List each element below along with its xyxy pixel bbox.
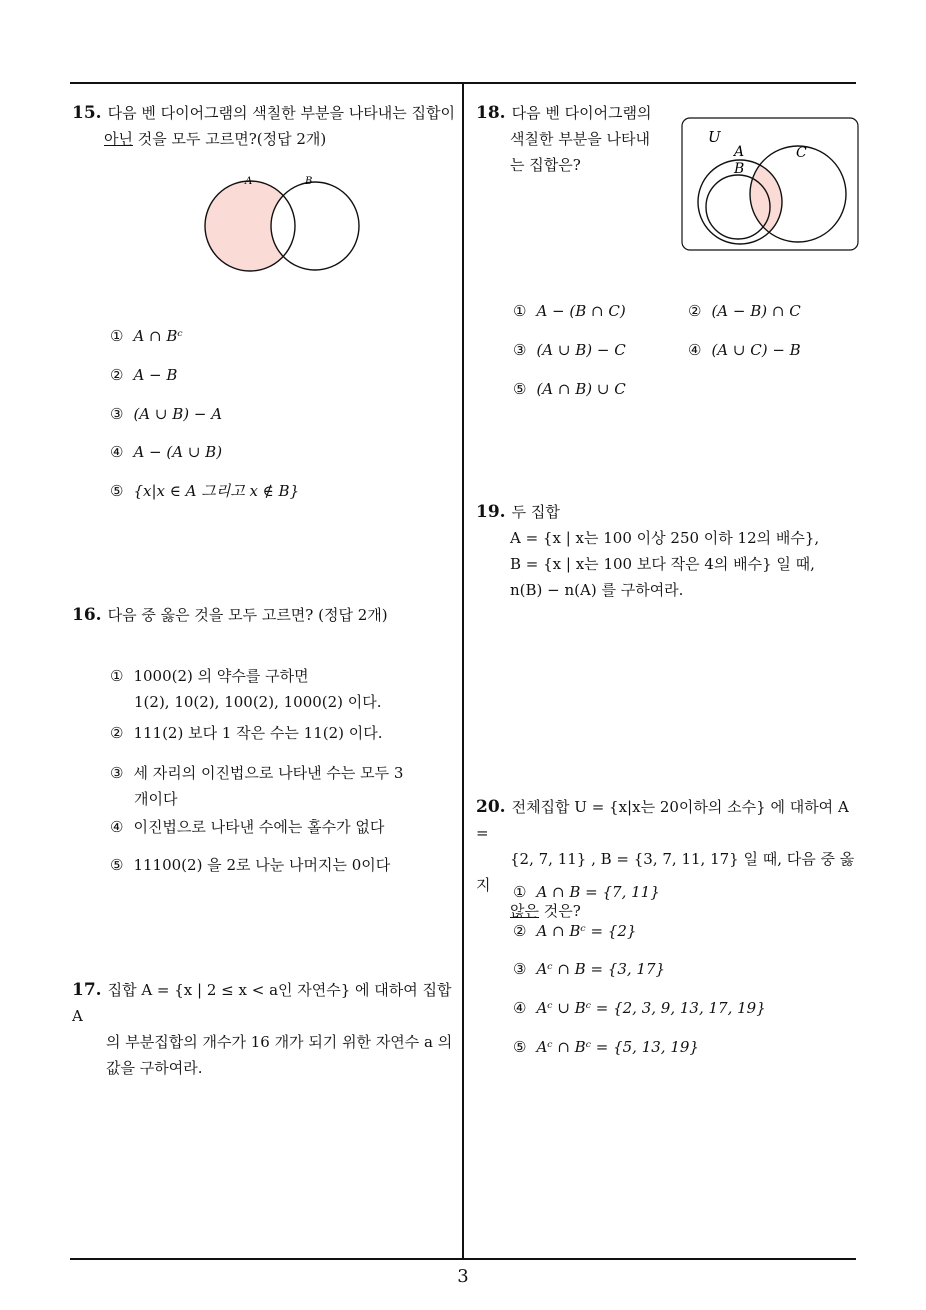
option-5[interactable]: ⑤ (A ∩ B) ∪ C (513, 380, 626, 398)
option-2[interactable]: ② A ∩ Bᶜ = {2} (513, 922, 637, 940)
question-text: 전체집합 U = {x|x는 20이하의 소수} 에 대하여 A = (476, 798, 849, 842)
option-4[interactable]: ④ Aᶜ ∪ Bᶜ = {2, 3, 9, 13, 17, 19} (513, 999, 766, 1017)
option-1[interactable]: ① A ∩ B = {7, 11} (513, 883, 660, 901)
venn-label-a: A (734, 144, 745, 160)
column-divider (462, 82, 464, 1259)
option-5[interactable]: ⑤ 11100(2) 을 2로 나눈 나머지는 0이다 (110, 856, 391, 874)
option-3[interactable]: ③ Aᶜ ∩ B = {3, 17} (513, 960, 666, 978)
question-text: 다음 중 옳은 것을 모두 고르면? (정답 2개) (107, 606, 388, 624)
option-1[interactable]: ① 1000(2) 의 약수를 구하면 1(2), 10(2), 100(2), 1000(2) 이다. (110, 667, 382, 711)
venn-diagram-15 (195, 172, 365, 276)
option-4[interactable]: ④ (A ∪ C) − B (688, 341, 801, 359)
question-text: 것을 모두 고르면?(정답 2개) (132, 130, 327, 148)
question-17: 17. 집합 A = {x | 2 ≤ x < a인 자연수} 에 대하여 집합 A 의 부분집합의 개수가 16 개가 되기 위한 자연수 a 의 값을 구하여라. (72, 980, 453, 1077)
question-number: 16. (72, 605, 102, 625)
question-19: 19. 두 집합 A = {x | x는 100 이상 250 이하 12의 배수}, B = {x | x는 100 보다 작은 4의 배수} 일 때, n(B) − n(A) 를 구하여라. (476, 502, 820, 599)
option-4[interactable]: ④ 이진법으로 나타낸 수에는 홀수가 없다 (110, 818, 385, 836)
venn-diagram-18 (680, 112, 860, 254)
option-4[interactable]: ④ A − (A ∪ B) (110, 443, 223, 461)
question-18: 18. 다음 벤 다이어그램의 색칠한 부분을 나타내 는 집합은? (476, 103, 652, 174)
option-2[interactable]: ② (A − B) ∩ C (688, 302, 801, 320)
underline-emphasis: 않은 (510, 902, 539, 920)
option-3[interactable]: ③ 세 자리의 이진법으로 나타낸 수는 모두 3 개이다 (110, 764, 404, 808)
option-2[interactable]: ② 111(2) 보다 1 작은 수는 11(2) 이다. (110, 724, 383, 742)
question-20: 20. 전체집합 U = {x|x는 20이하의 소수} 에 대하여 A = {2, 7, 11} , B = {3, 7, 11, 17} 일 때, 다음 중 옳지 않은 것은? (476, 797, 855, 920)
question-number: 17. (72, 980, 102, 1000)
bottom-rule (70, 1258, 856, 1260)
option-3[interactable]: ③ (A ∪ B) − A (110, 405, 223, 423)
option-5[interactable]: ⑤ {x|x ∈ A 그리고 x ∉ B} (110, 482, 300, 500)
venn-label-a: A (245, 176, 253, 187)
question-text: 다음 벤 다이어그램의 색칠한 부분을 나타내는 집합이 (107, 104, 455, 122)
option-5[interactable]: ⑤ Aᶜ ∩ Bᶜ = {5, 13, 19} (513, 1038, 699, 1056)
underline-emphasis: 아닌 (104, 130, 133, 148)
question-number: 15. (72, 103, 102, 123)
question-text: 두 집합 (511, 503, 560, 521)
option-3[interactable]: ③ (A ∪ B) − C (513, 341, 626, 359)
question-16 (72, 602, 458, 628)
venn-label-c: C (796, 145, 807, 161)
venn-label-b: B (305, 176, 313, 187)
venn-label-b: B (734, 161, 745, 177)
question-text: 다음 벤 다이어그램의 (511, 104, 652, 122)
venn-label-u: U (708, 128, 721, 146)
question-number: 19. (476, 502, 506, 522)
option-1[interactable]: ① A ∩ Bᶜ (110, 327, 183, 345)
option-1[interactable]: ① A − (B ∩ C) (513, 302, 626, 320)
question-15 (72, 100, 458, 152)
question-number: 20. (476, 797, 506, 817)
question-text: 집합 A = {x | 2 ≤ x < a인 자연수} 에 대하여 집합 A (72, 981, 452, 1025)
page-number: 3 (457, 1266, 469, 1287)
option-2[interactable]: ② A − B (110, 366, 178, 384)
question-number: 18. (476, 103, 506, 123)
